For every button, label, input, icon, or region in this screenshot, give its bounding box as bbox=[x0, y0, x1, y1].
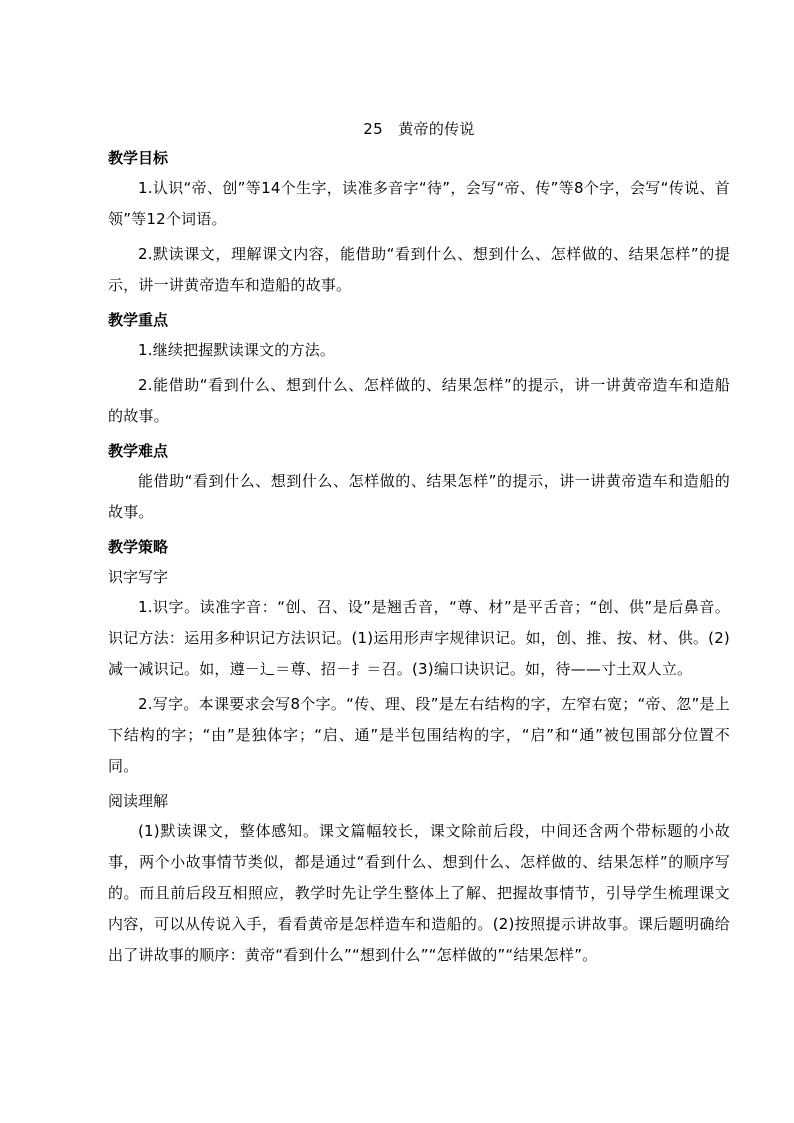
paragraph: 1.识字。读准字音：“创、召、设”是翘舌音，“尊、材”是平舌音；“创、供”是后鼻音。识记方法：运用多种识记方法识记。(1)运用形声字规律识记。如，创、推、按、材、供。(2)减一减识记。如，遵－辶＝尊、招－扌＝召。(3)编口诀识记。如，待——寸土双人立。 bbox=[108, 598, 730, 678]
paragraph: 2.写字。本课要求会写8个字。“传、理、段”是左右结构的字，左窄右宽；“帝、忽”是上下结构的字；“由”是独体字；“启、通”是半包围结构的字，“启”和“通”被包围部分位置不同。 bbox=[108, 695, 730, 775]
section-heading-difficulties: 教学难点 bbox=[108, 442, 169, 460]
paragraph: 2.能借助“看到什么、想到什么、怎样做的、结果怎样”的提示，讲一讲黄帝造车和造船的故事。 bbox=[108, 376, 730, 425]
paragraph: 能借助“看到什么、想到什么、怎样做的、结果怎样”的提示，讲一讲黄帝造车和造船的故事。 bbox=[108, 472, 730, 521]
section-heading-strategies: 教学策略 bbox=[108, 538, 169, 556]
section-heading-literacy: 识字写字 bbox=[108, 568, 169, 586]
section-heading-reading: 阅读理解 bbox=[108, 792, 169, 810]
paragraph: 2.默读课文，理解课文内容，能借助“看到什么、想到什么、怎样做的、结果怎样”的提示，讲一讲黄帝造车和造船的故事。 bbox=[108, 245, 730, 294]
page-title: 25 黄帝的传说 bbox=[363, 120, 475, 138]
section-heading-key-points: 教学重点 bbox=[108, 311, 169, 329]
document-body bbox=[108, 118, 730, 975]
paragraph: 1.继续把握默读课文的方法。 bbox=[138, 341, 336, 359]
paragraph: (1)默读课文，整体感知。课文篇幅较长，课文除前后段，中间还含两个带标题的小故事，两个小故事情节类似，都是通过“看到什么、想到什么、怎样做的、结果怎样”的顺序写的。而且前后段互相照应，教学时先让学生整体上了解、把握故事情节，引导学生梳理课文内容，可以从传说入手，看看黄帝是怎样造车和造船的。(2)按照提示讲故事。课后题明确给出了讲故事的顺序：黄帝“看到什么”“想到什么”“怎样做的”“结果怎样”。 bbox=[108, 822, 730, 964]
paragraph: 1.认识“帝、创”等14个生字，读准多音字“待”，会写“帝、传”等8个字，会写“传说、首领”等12个词语。 bbox=[108, 179, 730, 228]
section-heading-objectives: 教学目标 bbox=[108, 149, 169, 167]
